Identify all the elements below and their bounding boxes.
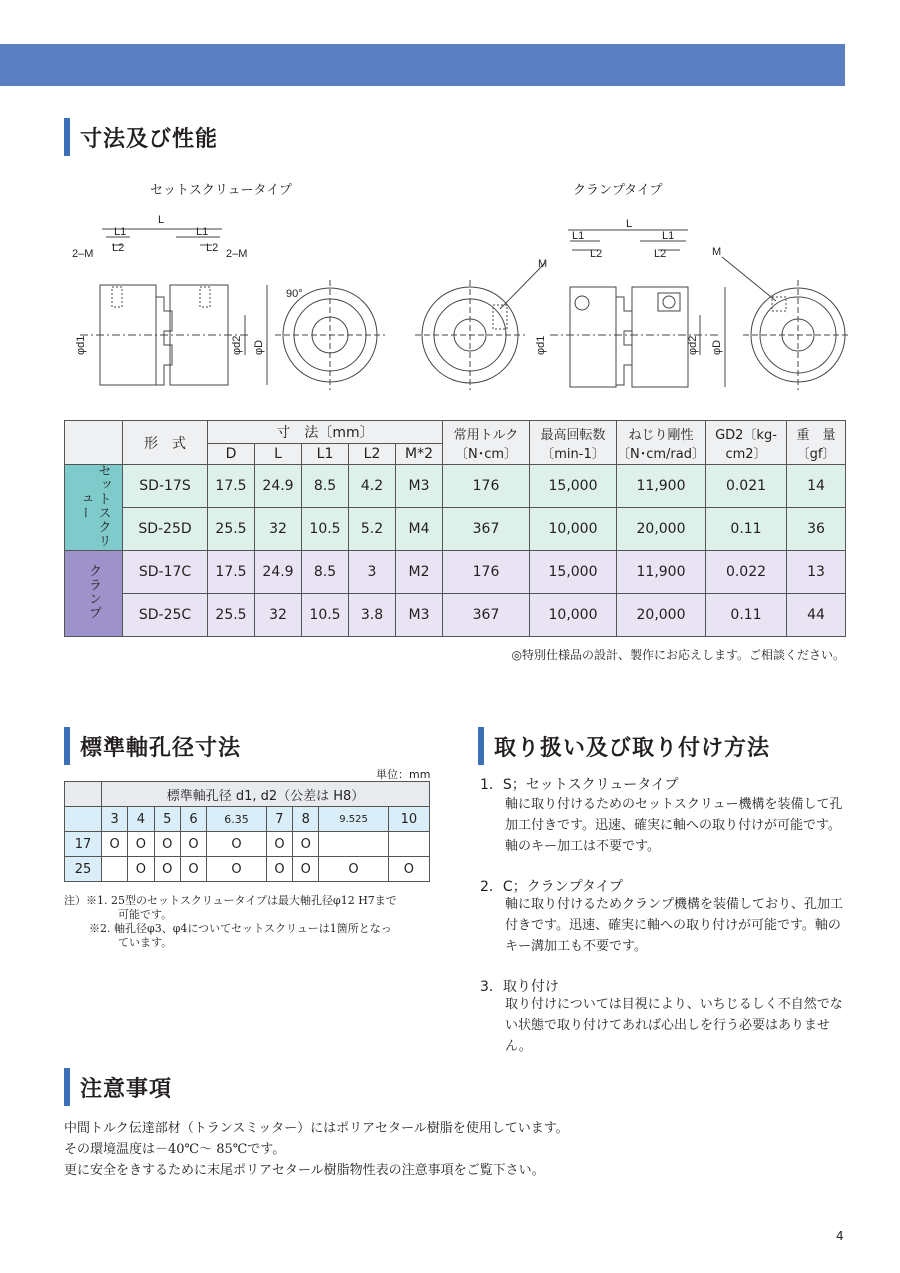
bore-mark — [388, 832, 429, 857]
bore-size: 3 — [102, 807, 128, 832]
cell-model: SD-25D — [123, 508, 208, 551]
handling-title-2: 2．C；クランプタイプ — [480, 879, 624, 895]
cell-L: 32 — [255, 594, 302, 637]
cell-torque: 176 — [443, 465, 530, 508]
cell-gd2: 0.021 — [706, 465, 787, 508]
label-90deg: 90° — [286, 288, 303, 300]
heading-bar — [64, 727, 70, 765]
cell-M: M2 — [396, 551, 443, 594]
handling-title-1: 1．S；セットスクリュータイプ — [480, 777, 679, 793]
label-phi-d1-clamp: φd1 — [535, 335, 547, 355]
cell-stiffness: 20,000 — [617, 508, 706, 551]
cell-model: SD-17C — [123, 551, 208, 594]
cell-rpm: 15,000 — [530, 551, 617, 594]
cell-stiffness: 11,900 — [617, 551, 706, 594]
cell-weight: 14 — [787, 465, 846, 508]
bore-size: 8 — [293, 807, 319, 832]
section-title: 標準軸孔径寸法 — [80, 735, 242, 761]
corner-cell — [65, 421, 123, 465]
cell-gd2: 0.11 — [706, 594, 787, 637]
header-M: M*2 — [396, 444, 443, 465]
header-gd2: GD2〔kg-cm2〕 — [706, 421, 787, 465]
clamp-front-view — [415, 263, 545, 390]
section-heading-bore — [64, 727, 241, 765]
bore-size: 7 — [266, 807, 292, 832]
size-corner — [65, 807, 102, 832]
bore-table — [64, 781, 430, 882]
label-M-clamp-front: M — [538, 258, 548, 270]
group-clamp — [65, 551, 123, 637]
cell-rpm: 15,000 — [530, 465, 617, 508]
heading-bar — [478, 727, 484, 765]
cell-L1: 8.5 — [302, 465, 349, 508]
cell-torque: 176 — [443, 551, 530, 594]
handling-body-3: 取り付けについては目視により、いちじるしく不自然でない状態で取り付けてあれば心出しを行う必要はありません。 — [505, 997, 843, 1054]
cell-weight: 36 — [787, 508, 846, 551]
cell-L2: 3 — [349, 551, 396, 594]
row-size: 25 — [65, 857, 102, 882]
table-row — [65, 594, 846, 637]
bore-mark: O — [266, 857, 292, 882]
label-phi-d2-clamp: φd2 — [687, 335, 699, 355]
cell-L: 24.9 — [255, 551, 302, 594]
cell-weight: 44 — [787, 594, 846, 637]
dim-L1-setscrew-left: L1 — [114, 226, 127, 238]
bore-size: 9.525 — [319, 807, 388, 832]
heading-bar — [64, 1068, 70, 1106]
corner-cell — [65, 782, 102, 807]
header-L1: L1 — [302, 444, 349, 465]
cell-L: 32 — [255, 508, 302, 551]
cell-M: M3 — [396, 594, 443, 637]
header-model: 形 式 — [123, 421, 208, 465]
footnote-2-cont: ています。 — [118, 936, 173, 949]
cell-torque: 367 — [443, 508, 530, 551]
bore-mark: O — [180, 857, 206, 882]
dim-L2-clamp-right: L2 — [654, 248, 667, 260]
bore-mark: O — [128, 857, 154, 882]
bore-mark: O — [388, 857, 429, 882]
header-band — [0, 44, 845, 86]
section-heading-dims — [64, 118, 218, 156]
bore-mark: O — [128, 832, 154, 857]
cell-rpm: 10,000 — [530, 508, 617, 551]
dim-L2-setscrew-right: L2 — [206, 242, 219, 254]
cell-L1: 10.5 — [302, 594, 349, 637]
cell-stiffness: 11,900 — [617, 465, 706, 508]
dim-L1-clamp-left: L1 — [572, 230, 585, 242]
cell-gd2: 0.11 — [706, 508, 787, 551]
cell-weight: 13 — [787, 551, 846, 594]
clamp-side-view — [550, 230, 725, 387]
technical-drawings — [60, 205, 850, 400]
bore-mark: O — [293, 857, 319, 882]
cell-D: 25.5 — [208, 508, 255, 551]
bore-mark: O — [180, 832, 206, 857]
cell-M: M4 — [396, 508, 443, 551]
cell-L2: 3.8 — [349, 594, 396, 637]
table-row — [65, 508, 846, 551]
bore-mark: O — [154, 832, 180, 857]
unit-label: 単位：mm — [376, 768, 431, 781]
bore-size: 4 — [128, 807, 154, 832]
cell-M: M3 — [396, 465, 443, 508]
table-row — [65, 551, 846, 594]
caution-line: 更に安全をきするために末尾ポリアセタール樹脂物性表の注意事項をご覧下さい。 — [64, 1163, 545, 1178]
section-heading-handling — [478, 727, 770, 765]
header-L: L — [255, 444, 302, 465]
label-phi-D: φD — [253, 339, 265, 355]
label-2M-left: 2–M — [72, 248, 94, 260]
header-weight: 重 量〔gf〕 — [787, 421, 846, 465]
bore-size: 6.35 — [207, 807, 267, 832]
cell-D: 17.5 — [208, 551, 255, 594]
cell-torque: 367 — [443, 594, 530, 637]
bore-mark: O — [293, 832, 319, 857]
cell-model: SD-25C — [123, 594, 208, 637]
cell-model: SD-17S — [123, 465, 208, 508]
dim-L-clamp: L — [626, 218, 633, 230]
handling-body-1: 軸に取り付けるためのセットスクリュー機構を装備して孔加工付きです。迅速、確実に軸への取り付けが可能です。軸のキー加工は不要です。 — [505, 797, 843, 854]
special-order-note: ◎特別仕様品の設計、製作にお応えします。ご相談ください。 — [511, 648, 845, 662]
label-phi-d2: φd2 — [231, 335, 243, 355]
header-torque: 常用トルク〔N･cm〕 — [443, 421, 530, 465]
label-M-clamp-right: M — [712, 246, 722, 258]
section-title: 注意事項 — [80, 1076, 173, 1102]
bore-header: 標準軸孔径 d1, d2（公差は H8） — [102, 782, 430, 807]
bore-size: 10 — [388, 807, 429, 832]
footnote-2: ※2. 軸孔径φ3、φ4についてセットスクリューは1箇所となっ — [89, 922, 392, 935]
caution-line: 中間トルク伝達部材（トランスミッター）にはポリアセタール樹脂を使用しています。 — [64, 1121, 569, 1136]
page-number: 4 — [836, 1229, 844, 1243]
footnote-1-cont: 可能です。 — [118, 908, 173, 921]
section-title: 寸法及び性能 — [80, 126, 219, 152]
dim-L2-clamp-left: L2 — [590, 248, 603, 260]
clamp-caption: クランプタイプ — [573, 183, 663, 198]
bore-mark: O — [154, 857, 180, 882]
cell-L1: 8.5 — [302, 551, 349, 594]
clamp-right-view — [722, 257, 850, 390]
cell-D: 25.5 — [208, 594, 255, 637]
cell-stiffness: 20,000 — [617, 594, 706, 637]
bore-mark: O — [266, 832, 292, 857]
handling-title-3: 3．取り付け — [480, 979, 559, 995]
bore-size: 5 — [154, 807, 180, 832]
cell-L: 24.9 — [255, 465, 302, 508]
cell-gd2: 0.022 — [706, 551, 787, 594]
header-dims: 寸 法〔mm〕 — [208, 421, 443, 444]
cell-rpm: 10,000 — [530, 594, 617, 637]
cell-L2: 5.2 — [349, 508, 396, 551]
caution-line: その環境温度は－40℃～ 85℃です。 — [64, 1142, 286, 1157]
cell-L2: 4.2 — [349, 465, 396, 508]
spec-table — [64, 420, 846, 637]
bore-size: 6 — [180, 807, 206, 832]
cell-L1: 10.5 — [302, 508, 349, 551]
bore-mark: O — [207, 832, 267, 857]
section-heading-caution — [64, 1068, 172, 1106]
section-title: 取り扱い及び取り付け方法 — [494, 735, 771, 761]
cell-D: 17.5 — [208, 465, 255, 508]
label-phi-d1: φd1 — [75, 335, 87, 355]
row-size: 17 — [65, 832, 102, 857]
label-phi-D-clamp: φD — [711, 339, 723, 355]
bore-mark: O — [102, 832, 128, 857]
label-2M-right: 2–M — [226, 248, 248, 260]
table-row — [65, 832, 430, 857]
group-label: セットスクリュー — [76, 463, 111, 548]
table-row — [65, 857, 430, 882]
bore-mark — [319, 832, 388, 857]
handling-body-2: 軸に取り付けるためクランプ機構を装備しており、孔加工付きです。迅速、確実に軸への取り付けが可能です。軸のキー溝加工も不要です。 — [505, 897, 844, 954]
dim-L1-setscrew-right: L1 — [196, 226, 209, 238]
setscrew-caption: セットスクリュータイプ — [150, 183, 292, 198]
caution-text — [64, 1118, 569, 1181]
header-D: D — [208, 444, 255, 465]
group-setscrew — [65, 465, 123, 551]
header-stiffness: ねじり剛性〔N･cm/rad〕 — [617, 421, 706, 465]
group-label: クランプ — [86, 563, 101, 620]
table-row — [65, 465, 846, 508]
heading-bar — [64, 118, 70, 156]
bore-mark — [102, 857, 128, 882]
bore-mark: O — [207, 857, 267, 882]
header-rpm: 最高回転数〔min-1〕 — [530, 421, 617, 465]
dim-L1-clamp-right: L1 — [662, 230, 675, 242]
bore-mark: O — [319, 857, 388, 882]
footnote-1: 注）※1. 25型のセットスクリュータイプは最大軸孔径φ12 H7まで — [64, 894, 397, 907]
header-L2: L2 — [349, 444, 396, 465]
dim-L2-setscrew-left: L2 — [112, 242, 125, 254]
dim-L-setscrew: L — [158, 214, 165, 226]
